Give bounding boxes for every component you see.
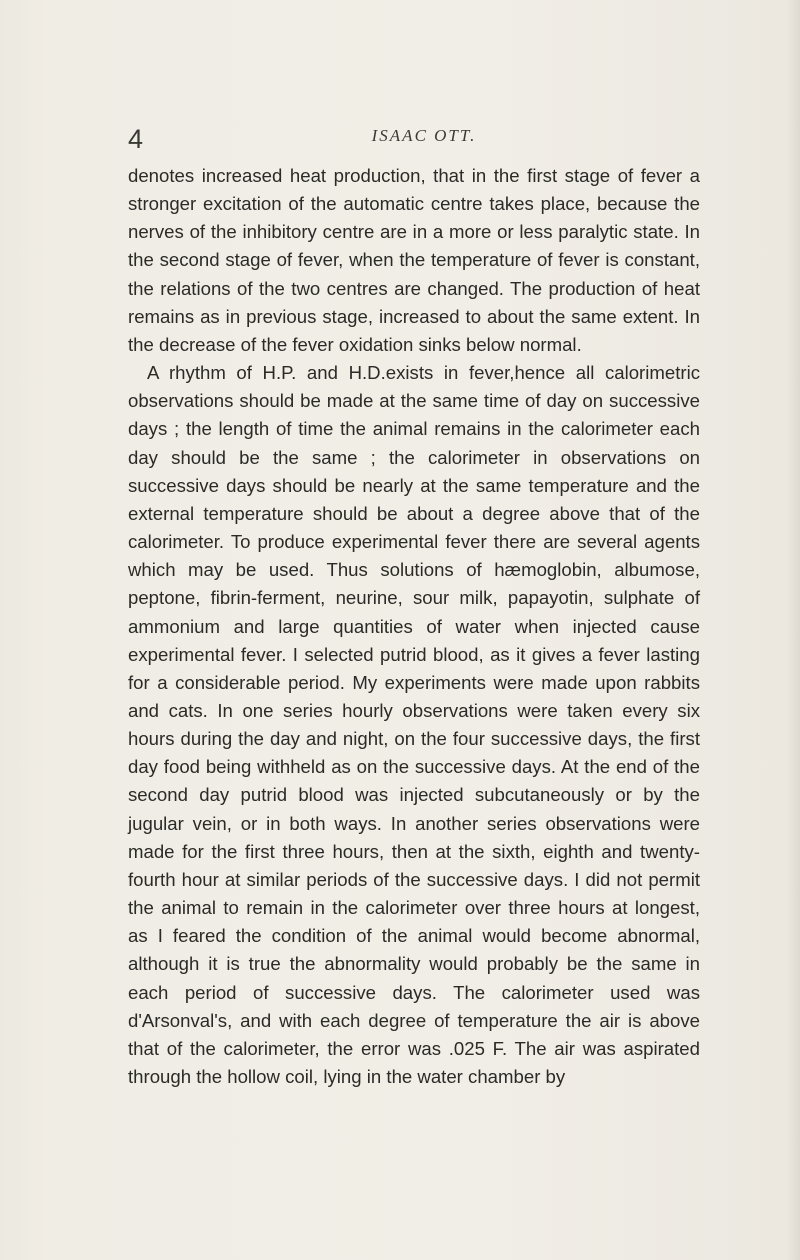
running-head: ISAAC OTT. xyxy=(371,126,477,145)
page-edge-shadow xyxy=(786,0,800,1260)
page-number: 4 xyxy=(128,124,144,154)
paragraph-2: A rhythm of H.P. and H.D.exists in fever,hence all calorimetric observations should be made at the same time of day on successive days ; the length of time the animal remains in the calorimeter each day should be the same ; the calorimeter in observations on successive days should be nearly at the same temperature and the external temperature should be about a degree above that of the calorimeter. To produce experimental fever there are several agents which may be used. Thus solutions of hæmoglobin, albumose, peptone, fibrin-ferment, neurine, sour milk, papayotin, sulphate of ammonium and large quantities of water when injected cause experimental fever. I selected putrid blood, as it gives a fever lasting for a considerable period. My experiments were made upon rabbits and cats. In one series hourly observations were taken every six hours during the day and night, on the four successive days, the first day food being withheld as on the successive days. At the end of the second day putrid blood was injected subcutaneously or by the jugular vein, or in both ways. In another series observations were made for the first three hours, then at the sixth, eighth and twenty-fourth hour at similar periods of the successive days. I did not permit the animal to remain in the calorimeter over three hours at longest, as I feared the condition of the animal would become abnormal, although it is true the abnormality would probably be the same in each period of successive days. The calorimeter used was d'Arsonval's, and with each degree of temperature the air is above that of the calorimeter, the error was .025 F. The air was aspirated through the hollow coil, lying in the water chamber by xyxy=(128,362,700,1087)
paragraph-1: denotes increased heat production, that in the first stage of fever a stronger excitation of the automatic centre takes place, because the nerves of the inhibitory centre are in a more or less paralytic state. In the second stage of fever, when the temperature of fever is constant, the relations of the two centres are changed. The production of heat remains as in previous stage, increased to about the same extent. In the decrease of the fever oxidation sinks below normal. xyxy=(128,165,700,355)
body-text xyxy=(128,162,700,1091)
page-header xyxy=(128,122,700,158)
